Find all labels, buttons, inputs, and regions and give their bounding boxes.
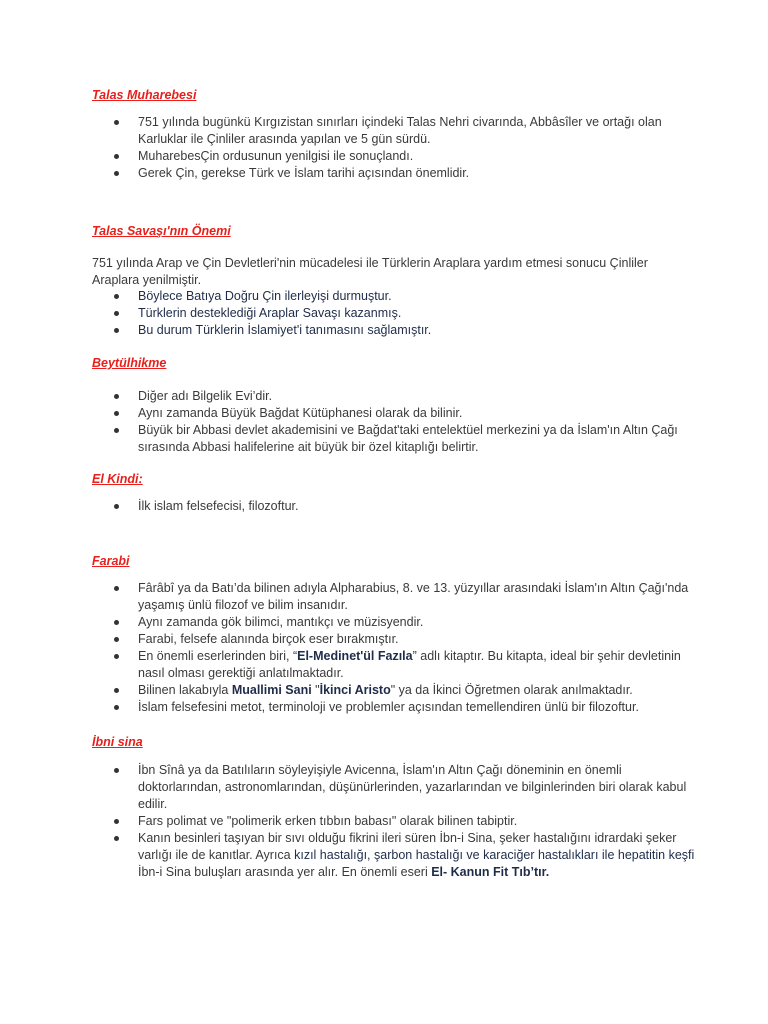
list-item: Farabi, felsefe alanında birçok eser bırakmıştır. bbox=[0, 631, 700, 648]
heading-beytulhikme: Beytülhikme bbox=[92, 356, 167, 370]
list-el-kindi bbox=[0, 498, 700, 515]
list-beytulhikme bbox=[0, 388, 700, 456]
list-item: İbn Sînâ ya da Batılıların söyleyişiyle Avicenna, İslam'ın Altın Çağı döneminin en önemli doktorlarından, astronomlarından, düşünürlerinden, yazarlarından ve bilginlerinden biri olarak kabul edilir. bbox=[0, 762, 700, 813]
list-item: İslam felsefesini metot, terminoloji ve problemler açısından temellendiren ünlü bir filozoftur. bbox=[0, 699, 700, 716]
heading-el-kindi: El Kindi: bbox=[92, 472, 143, 486]
heading-ibni-sina: İbni sina bbox=[92, 735, 143, 749]
list-item: Büyük bir Abbasi devlet akademisini ve Bağdat'taki entelektüel merkezini ya da İslam'ın Altın Çağı sırasında Abbasi halifelerine ait büyük bir özel kitaplığı belirtir. bbox=[0, 422, 700, 456]
bullet-icon bbox=[114, 171, 119, 176]
list-item: Kanın besinleri taşıyan bir sıvı olduğu fikrini ileri süren İbn-i Sina, şeker hastalığını idrardaki şeker varlığı ile de kanıtlar. Ayrıca kızıl hastalığı, şarbon hastalığı ve karaciğer hastalıkları ile hepatitin keşfi İbn-i Sina buluşları arasında yer alır. En önemli eseri El- Kanun Fit Tıb’tır. bbox=[0, 830, 700, 881]
list-item: Bu durum Türklerin İslamiyet'i tanımasını sağlamıştır. bbox=[0, 322, 700, 339]
list-item: İlk islam felsefecisi, filozoftur. bbox=[0, 498, 700, 515]
bullet-icon bbox=[114, 819, 119, 824]
list-item: Aynı zamanda Büyük Bağdat Kütüphanesi olarak da bilinir. bbox=[0, 405, 700, 422]
list-ibni-sina bbox=[0, 762, 700, 881]
bullet-icon bbox=[114, 705, 119, 710]
list-talas-muharebesi bbox=[0, 114, 700, 182]
discoveries-text: kızıl hastalığı, şarbon hastalığı ve karaciğer hastalıkları ile hepatitin keşfi bbox=[294, 848, 695, 862]
bullet-icon bbox=[114, 654, 119, 659]
bullet-icon bbox=[114, 311, 119, 316]
list-talas-savasi-onemi bbox=[0, 288, 700, 339]
heading-farabi: Farabi bbox=[92, 554, 130, 568]
list-item: Fars polimat ve "polimerik erken tıbbın babası" olarak bilinen tabiptir. bbox=[0, 813, 700, 830]
bullet-icon bbox=[114, 154, 119, 159]
list-item: MuharebesÇin ordusunun yenilgisi ile sonuçlandı. bbox=[0, 148, 700, 165]
bullet-icon bbox=[114, 836, 119, 841]
paragraph-talas-savasi: 751 yılında Arap ve Çin Devletleri'nin mücadelesi ile Türklerin Araplara yardım etmesi sonucu Çinliler Araplara yenilmiştir. bbox=[92, 256, 648, 287]
nickname-ikinci-aristo: İkinci Aristo bbox=[319, 683, 391, 697]
bullet-icon bbox=[114, 120, 119, 125]
list-item: Diğer adı Bilgelik Evi’dir. bbox=[0, 388, 700, 405]
book-title-el-medinet: El-Medinet'ül Fazıla bbox=[297, 649, 413, 663]
list-item: Aynı zamanda gök bilimci, mantıkçı ve müzisyendir. bbox=[0, 614, 700, 631]
nickname-muallimi-sani: Muallimi Sani bbox=[231, 683, 312, 697]
list-item: Gerek Çin, gerekse Türk ve İslam tarihi açısından önemlidir. bbox=[0, 165, 700, 182]
bullet-icon bbox=[114, 504, 119, 509]
bullet-icon bbox=[114, 586, 119, 591]
bullet-icon bbox=[114, 620, 119, 625]
list-item: Türklerin desteklediği Araplar Savaşı kazanmış. bbox=[0, 305, 700, 322]
list-item: Fârâbî ya da Batı’da bilinen adıyla Alpharabius, 8. ve 13. yüzyıllar arasındaki İslam'ın Altın Çağı'nda yaşamış ünlü filozof ve bilim insanıdır. bbox=[0, 580, 700, 614]
list-item: Böylece Batıya Doğru Çin ilerleyişi durmuştur. bbox=[0, 288, 700, 305]
bullet-icon bbox=[114, 328, 119, 333]
bullet-icon bbox=[114, 768, 119, 773]
list-item: En önemli eserlerinden biri, “El-Medinet'ül Fazıla” adlı kitaptır. Bu kitapta, ideal bir şehir devletinin nasıl olması gerektiği anlatılmaktadır. bbox=[0, 648, 700, 682]
heading-talas-muharebesi: Talas Muharebesi bbox=[92, 88, 197, 102]
list-item: 751 yılında bugünkü Kırgızistan sınırları içindeki Talas Nehri civarında, Abbâsîler ve ortağı olan Karluklar ile Çinliler arasında yapılan ve 5 gün sürdü. bbox=[0, 114, 700, 148]
bullet-icon bbox=[114, 428, 119, 433]
bullet-icon bbox=[114, 688, 119, 693]
list-farabi bbox=[0, 580, 700, 716]
bullet-icon bbox=[114, 637, 119, 642]
heading-talas-savasi-onemi: Talas Savaşı'nın Önemi bbox=[92, 224, 231, 238]
bullet-icon bbox=[114, 394, 119, 399]
book-title-el-kanun: El- Kanun Fit Tıb’tır. bbox=[431, 865, 550, 879]
list-item: Bilinen lakabıyla Muallimi Sani "İkinci Aristo" ya da İkinci Öğretmen olarak anılmaktadır. bbox=[0, 682, 700, 699]
bullet-icon bbox=[114, 294, 119, 299]
bullet-icon bbox=[114, 411, 119, 416]
